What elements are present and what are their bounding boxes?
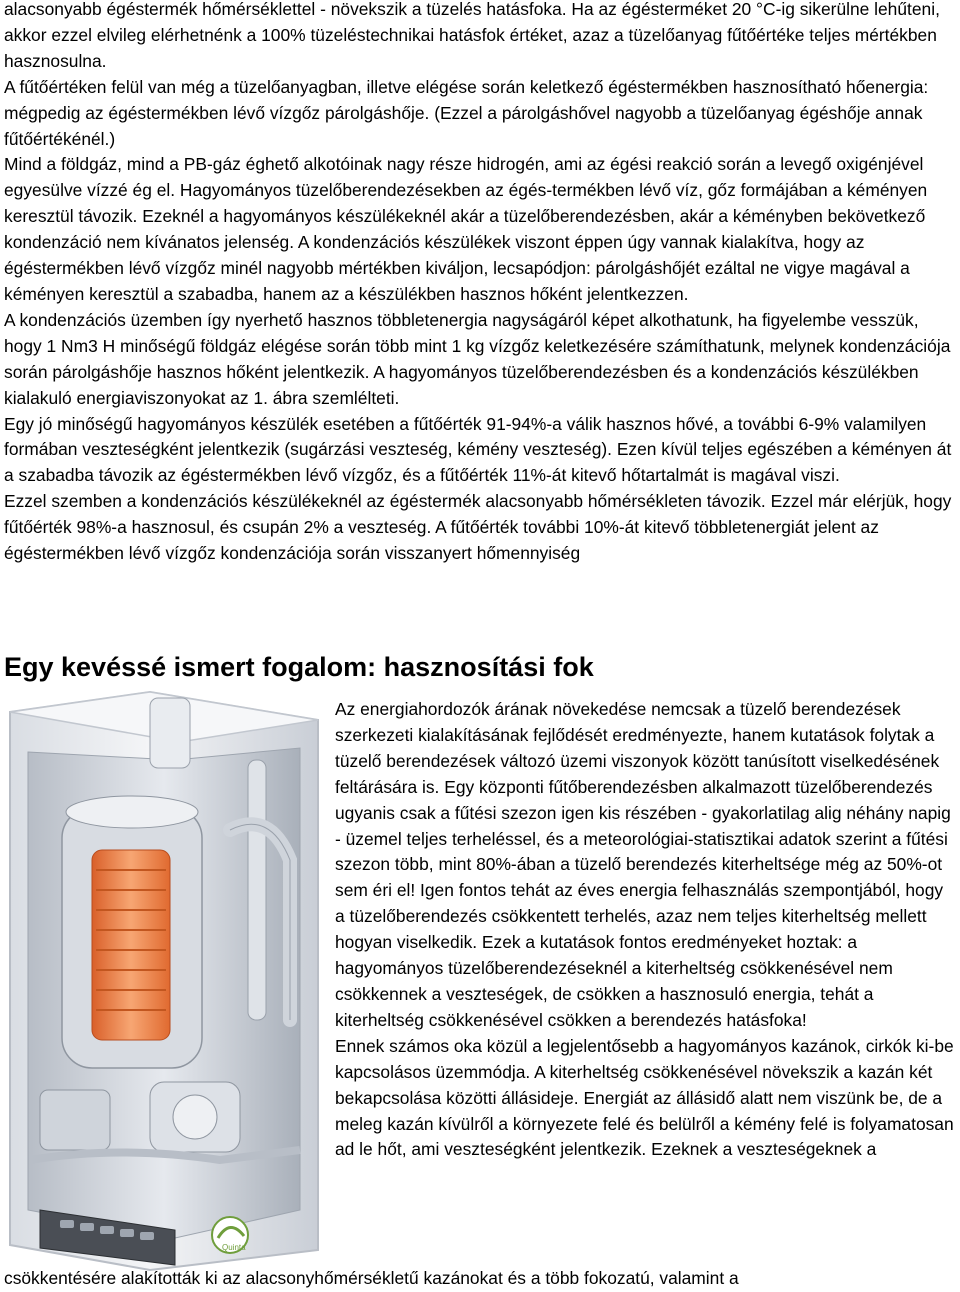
paragraph: A fűtőértéken felül van még a tüzelőanyagban, illetve elégése során keletkező égéstermékben hasznosítható hőenergia: mégpedig az égéstermékben lévő vízgőz párolgáshője. (Ezzel a párolgáshővel nagyobb a tüzelőanyag égéshője annak fűtőértékénél.) (4, 76, 929, 149)
boiler-illustration (0, 690, 330, 1272)
exchanger-top-cap (66, 796, 198, 828)
logo-text: Quinta (222, 1243, 246, 1252)
quinta-logo (212, 1217, 248, 1253)
boiler-cutaway-image (0, 690, 330, 1272)
section-heading: Egy kevéssé ismert fogalom: hasznosítási fok (4, 652, 594, 682)
flue-pipe (150, 698, 190, 768)
paragraph: Ezzel szemben a kondenzációs készülékeknél az égéstermék alacsonyabb hőmérsékleten távozik. Ezzel már elérjük, hogy fűtőérték 98%-a hasznosul, és csupán 2% a veszteség. A fűtőérték további 10%-át kitevő többletenergiát jelent az égéstermékben lévő vízgőz kondenzációja során visszanyert hőmennyiség (4, 491, 952, 564)
paragraph: alacsonyabb égéstermék hőmérséklettel - növekszik a tüzelés hatásfoka. Ha az égésterméket 20 °C-ig sikerülne lehűteni, akkor ezzel elvileg elérhetnénk a 100% tüzeléstechnikai hatásfok értéket, azaz a tüzelőanyag fűtőértéke teljes mértékben hasznosulna. (4, 0, 940, 71)
continuation-line: csökkentésére alakították ki az alacsonyhőmérsékletű kazánokat és a több fokozatú, valamint a (4, 1268, 739, 1288)
side-text-block (335, 697, 957, 1163)
paragraph: Mind a földgáz, mind a PB-gáz éghető alkotóinak nagy része hidrogén, ami az égési reakció során a levegő oxigénjével egyesülve vízzé ég el. Hagyományos tüzelőberendezésekben az égés-termékben lévő víz, gőz formájában a kéményen keresztül távozik. Ezeknél a hagyományos készülékeknél akár a tüzelőberendezésben, akár a kéményben bekövetkező kondenzáció nem kívánatos jelenség. A kondenzációs készülékek viszont éppen úgy vannak kialakítva, hogy az égéstermékben lévő vízgőz minél nagyobb mértékben kiváljon, lecsapódjon: párolgáshőjét ezáltal ne vigye magával a kéményen keresztül a szabadba, hanem az a készülékben hasznos hőként jelentkezzen. (4, 154, 928, 304)
paragraph: Ennek számos oka közül a legjelentősebb a hagyományos kazánok, cirkók ki-be kapcsolásos üzemmódja. A kiterheltség csökkenésével növekszik a kazán két bekapcsolása közötti állásideje. Energiát az állásidő alatt nem viszünk be, de a meleg kazán kívülről a környezete felé és belülről a kémény felé is folyamatosan ad le hőt, ami veszteségként jelentkezik. Ezeknek a veszteségeknek a (335, 1035, 954, 1160)
pipe-right (248, 760, 266, 1020)
intro-text-block (4, 0, 956, 567)
paragraph: Az energiahordozók árának növekedése nemcsak a tüzelő berendezések szerkezeti kialakításának fejlődését eredményezte, hanem kutatások folytak a tüzelő berendezések változó üzemi viszonyok között tanúsított viselkedésének feltárására is. Egy központi fűtőberendezésben alkalmazott tüzelőberendezés ugyanis csak a fűtési szezon igen kis részében - gyakorlatilag alig néhány napig - üzemel teljes terheléssel, és a meteorológiai-statisztikai adatok szerint a fűtési szezon több, mint 80%-ában a tüzelő berendezés kiterheltsége még az 50%-ot sem éri el! Igen fontos tehát az éves energia felhasználás szempontjából, hogy a tüzelőberendezés csökkentett terhelés, azaz nem teljes kiterheltség mellett hogyan viselkedik. Ezek a kutatások fontos eredményeket hoztak: a hagyományos tüzelőberendezéseknél a kiterheltség csökkenésével nem csökkennek a veszteségek, de csökken a hasznosuló energia, tehát a kiterheltség csökkenésével csökken a berendezés hatásfoka! (335, 699, 951, 1030)
paragraph: A kondenzációs üzemben így nyerhető hasznos többletenergia nagyságáról képet alkothatunk, ha figyelembe vesszük, hogy 1 Nm3 H minőségű földgáz elégése során több mint 1 kg vízgőz keletkezésére számíthatunk, melynek kondenzációja során párolgáshője hasznos hőként jelentkezik. A hagyományos tüzelőberendezésben és a kondenzációs készülékben kialakuló energiaviszonyokat az 1. ábra szemlélteti. (4, 309, 951, 408)
gas-valve (40, 1090, 110, 1150)
heat-exchanger-core (92, 850, 170, 1040)
paragraph: Egy jó minőségű hagyományos készülék esetében a fűtőérték 91-94%-a válik hasznos hővé, a további 6-9% valamilyen formában veszteségként jelentkezik (sugárzási veszteség, kémény veszteség). Ezen kívül teljes egészében a kéményen át a szabadba távozik az égéstermékben lévő vízgőz, és a fűtőérték 11%-át kitevő hőtartalmát is magával viszi. (4, 413, 952, 486)
